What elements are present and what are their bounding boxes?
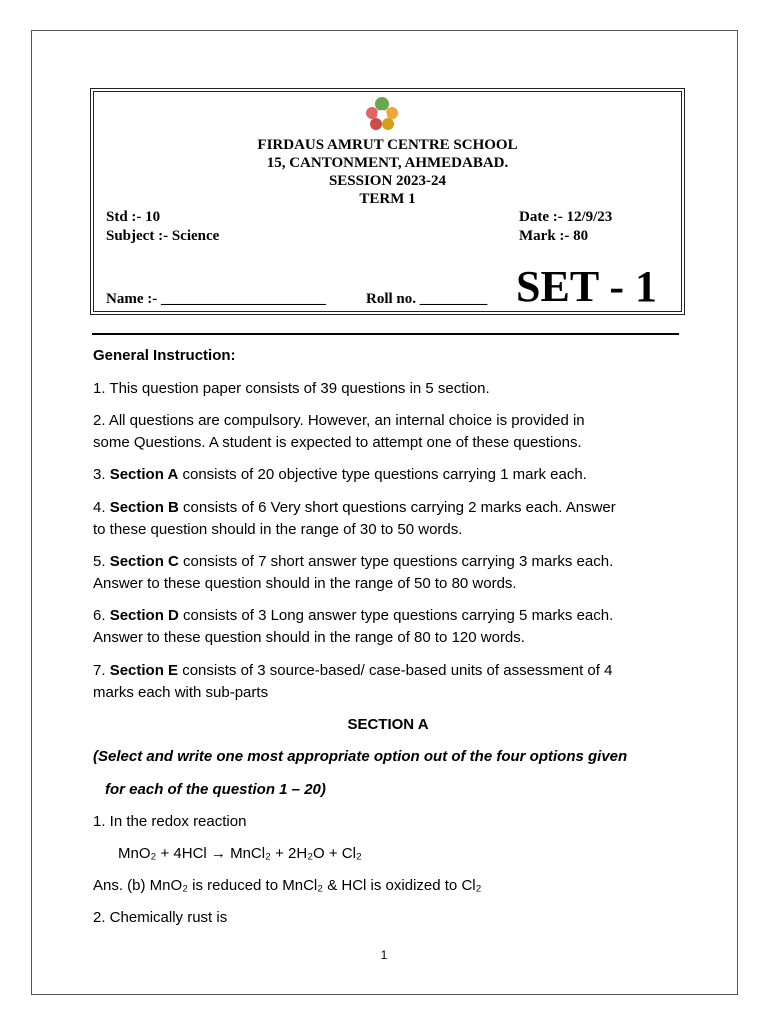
instruction-5-line1: 5. Section C consists of 7 short answer type questions carrying 3 marks each. bbox=[93, 553, 614, 570]
question-1-answer: Ans. (b) MnO₂ is reduced to MnCl₂ & HCl is oxidized to Cl₂ bbox=[93, 877, 482, 894]
subject-field: Subject :- Science bbox=[106, 228, 220, 244]
session: SESSION 2023-24 bbox=[328, 173, 447, 189]
instruction-6-line2: Answer to these question should in the range of 80 to 120 words. bbox=[93, 629, 525, 646]
school-address: 15, CANTONMENT, AHMEDABAD. bbox=[266, 155, 509, 171]
section-a-note-line2: for each of the question 1 – 20) bbox=[105, 781, 326, 798]
divider bbox=[92, 333, 679, 335]
section-a-title: SECTION A bbox=[347, 716, 429, 733]
section-a-note-line1: (Select and write one most appropriate option out of the four options given bbox=[93, 748, 628, 765]
name-field: Name :- ______________________ bbox=[106, 291, 326, 307]
school-logo-icon bbox=[360, 91, 404, 135]
instruction-7-line2: marks each with sub-parts bbox=[93, 684, 269, 701]
instruction-4-line1: 4. Section B consists of 6 Very short questions carrying 2 marks each. Answer bbox=[93, 499, 616, 516]
page-number: 1 bbox=[380, 948, 388, 962]
instruction-3: 3. Section A consists of 20 objective type questions carrying 1 mark each. bbox=[93, 466, 587, 483]
set-label: SET - 1 bbox=[516, 262, 658, 311]
instruction-2-line2: some Questions. A student is expected to attempt one of these questions. bbox=[93, 434, 582, 451]
mark-field: Mark :- 80 bbox=[519, 228, 589, 244]
school-name: FIRDAUS AMRUT CENTRE SCHOOL bbox=[257, 137, 518, 153]
question-1: 1. In the redox reaction bbox=[93, 813, 247, 830]
question-1-equation: MnO₂ + 4HCl → MnCl₂ + 2H₂O + Cl₂ bbox=[118, 845, 362, 862]
date-field: Date :- 12/9/23 bbox=[519, 209, 613, 225]
term: TERM 1 bbox=[359, 191, 416, 207]
instruction-2-line1: 2. All questions are compulsory. However, an internal choice is provided in bbox=[93, 412, 585, 429]
std-field: Std :- 10 bbox=[106, 209, 161, 225]
instruction-4-line2: to these question should in the range of 30 to 50 words. bbox=[93, 521, 463, 538]
question-2: 2. Chemically rust is bbox=[93, 909, 228, 926]
roll-field: Roll no. _________ bbox=[366, 291, 488, 307]
instruction-6-line1: 6. Section D consists of 3 Long answer type questions carrying 5 marks each. bbox=[93, 607, 614, 624]
instruction-1: 1. This question paper consists of 39 questions in 5 section. bbox=[93, 380, 490, 397]
instruction-7-line1: 7. Section E consists of 3 source-based/ case-based units of assessment of 4 bbox=[93, 662, 613, 679]
instruction-5-line2: Answer to these question should in the range of 50 to 80 words. bbox=[93, 575, 517, 592]
instructions-heading: General Instruction: bbox=[93, 347, 236, 364]
